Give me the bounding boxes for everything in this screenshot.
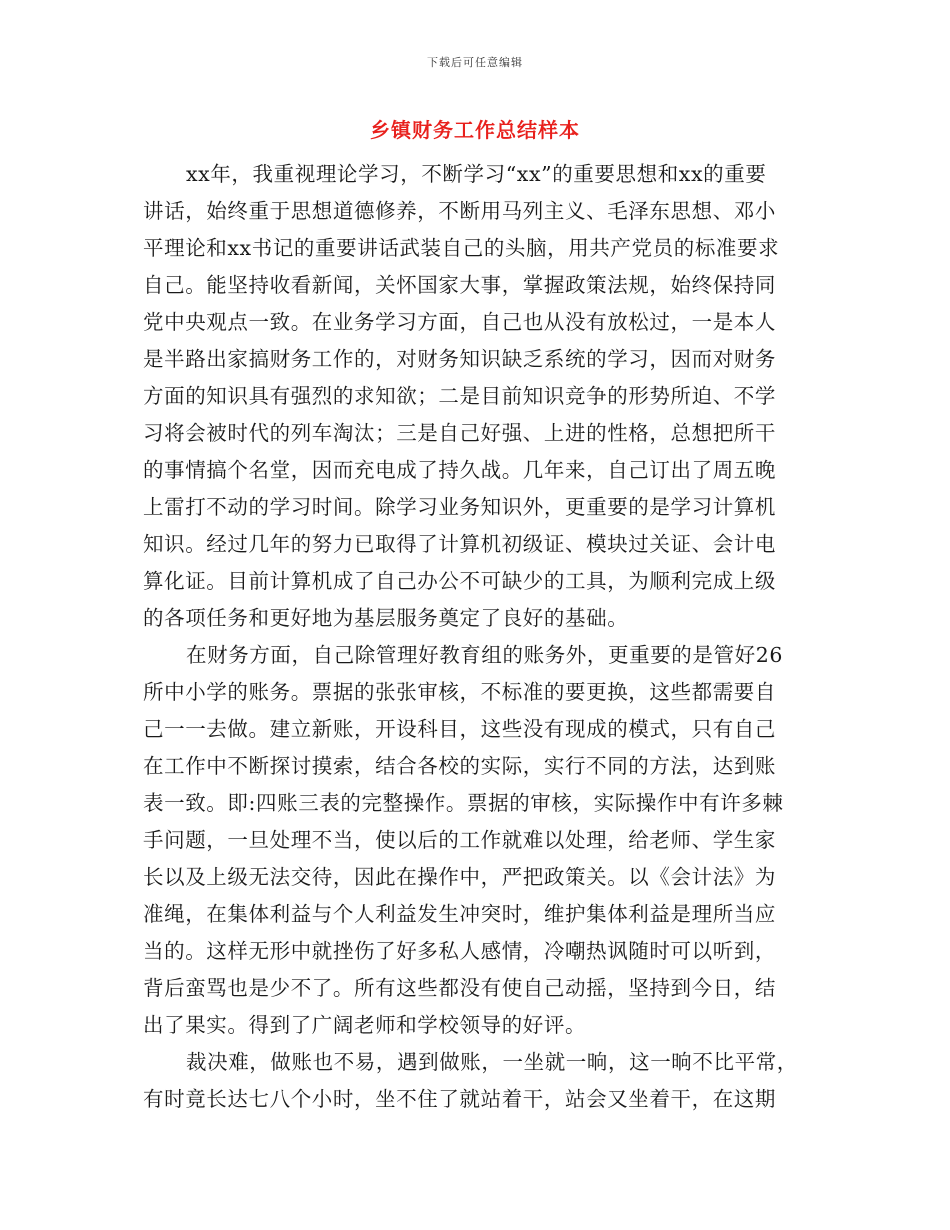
text-line: 当的。这样无形中就挫伤了好多私人感情，冷嘲热讽随时可以听到， xyxy=(143,939,776,963)
page-header-note: 下载后可任意编辑 xyxy=(427,56,523,69)
text-line: 上雷打不动的学习时间。除学习业务知识外，更重要的是学习计算机 xyxy=(143,495,776,519)
text-line: 表一致。即:四账三表的完整操作。票据的审核，实际操作中有许多棘 xyxy=(143,791,784,815)
text-line: 方面的知识具有强烈的求知欲；二是目前知识竞争的形势所迫、不学 xyxy=(143,384,776,408)
text-line: 知识。经过几年的努力已取得了计算机初级证、模块过关证、会计电 xyxy=(143,532,776,556)
text-line: 在工作中不断探讨摸索，结合各校的实际，实行不同的方法，达到账 xyxy=(143,754,776,778)
text-line: 手问题，一旦处理不当，使以后的工作就难以处理，给老师、学生家 xyxy=(143,828,776,852)
text-line: 背后蛮骂也是少不了。所有这些都没有使自己动摇，坚持到今日，结 xyxy=(143,976,776,1000)
document-title: 乡镇财务工作总结样本 xyxy=(370,118,580,142)
text-line: 有时竟长达七八个小时，坐不住了就站着干，站会又坐着干，在这期 xyxy=(143,1087,776,1111)
text-line: 算化证。目前计算机成了自己办公不可缺少的工具，为顺利完成上级 xyxy=(143,569,776,593)
text-line: 准绳，在集体利益与个人利益发生冲突时，维护集体利益是理所当应 xyxy=(143,902,776,926)
text-line: 在财务方面，自己除管理好教育组的账务外，更重要的是管好26 xyxy=(186,643,783,667)
text-line: 自己。能坚持收看新闻，关怀国家大事，掌握政策法规，始终保持同 xyxy=(143,273,776,297)
text-line: 的事情搞个名堂，因而充电成了持久战。几年来，自己订出了周五晚 xyxy=(143,458,776,482)
text-line: 习将会被时代的列车淘汰；三是自己好强、上进的性格，总想把所干 xyxy=(143,421,776,445)
text-line: 裁决难，做账也不易，遇到做账，一坐就一晌，这一晌不比平常， xyxy=(186,1050,798,1074)
text-line: xx年，我重视理论学习，不断学习“xx”的重要思想和xx的重要 xyxy=(186,162,767,186)
text-line: 己一一去做。建立新账，开设科目，这些没有现成的模式，只有自己 xyxy=(143,717,776,741)
text-line: 出了果实。得到了广阔老师和学校领导的好评。 xyxy=(143,1013,587,1037)
document-body xyxy=(143,156,811,1118)
text-line: 平理论和xx书记的重要讲话武装自己的头脑，用共产党员的标准要求 xyxy=(143,236,780,260)
text-line: 的各项任务和更好地为基层服务奠定了良好的基础。 xyxy=(143,606,629,630)
text-line: 长以及上级无法交待，因此在操作中，严把政策关。以《会计法》为 xyxy=(143,865,776,889)
text-line: 是半路出家搞财务工作的，对财务知识缺乏系统的学习，因而对财务 xyxy=(143,347,776,371)
text-line: 所中小学的账务。票据的张张审核，不标准的要更换，这些都需要自 xyxy=(143,680,776,704)
text-line: 党中央观点一致。在业务学习方面，自己也从没有放松过，一是本人 xyxy=(143,310,776,334)
text-line: 讲话，始终重于思想道德修养，不断用马列主义、毛泽东思想、邓小 xyxy=(143,199,776,223)
